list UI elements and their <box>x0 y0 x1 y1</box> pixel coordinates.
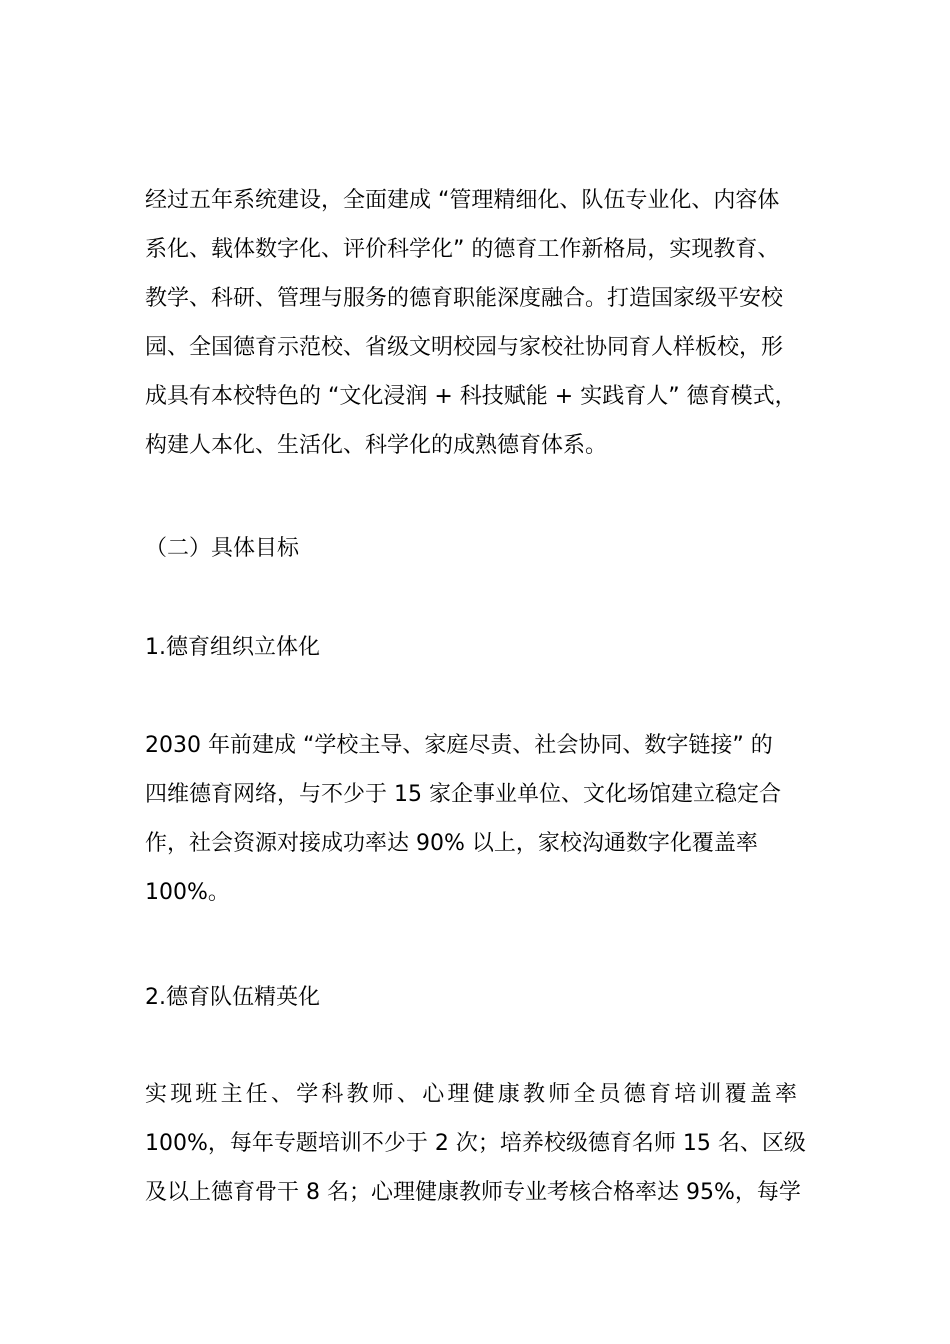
goal-1-paragraph <box>145 721 810 917</box>
text-line: 实现班主任、学科教师、心理健康教师全员德育培训覆盖率 <box>145 1082 801 1107</box>
text-line: 园、全国德育示范校、省级文明校园与家校社协同育人样板校，形 <box>145 335 784 360</box>
goal-2-paragraph <box>145 1070 810 1217</box>
text-line: 系化、载体数字化、评价科学化” 的德育工作新格局，实现教育、 <box>145 237 780 262</box>
text-line: 四维德育网络，与不少于 15 家企事业单位、文化场馆建立稳定合 <box>145 782 781 807</box>
text-line: 教学、科研、管理与服务的德育职能深度融合。打造国家级平安校 <box>145 286 784 311</box>
text-line: 作，社会资源对接成功率达 90% 以上，家校沟通数字化覆盖率 <box>145 831 758 856</box>
text-line: 及以上德育骨干 8 名；心理健康教师专业考核合格率达 95%，每学 <box>145 1180 801 1205</box>
text-line: 100%，每年专题培训不少于 2 次；培养校级德育名师 15 名、区级 <box>145 1131 806 1156</box>
text-line: 成具有本校特色的 “文化浸润 + 科技赋能 + 实践育人” 德育模式， <box>145 384 797 409</box>
goal-2-title: 2.德育队伍精英化 <box>145 985 320 1010</box>
overall-goal-paragraph <box>145 176 810 470</box>
section-heading: （二）具体目标 <box>145 536 300 561</box>
text-line: 构建人本化、生活化、科学化的成熟德育体系。 <box>145 433 608 458</box>
text-line: 100%。 <box>145 880 230 905</box>
goal-1-title: 1.德育组织立体化 <box>145 635 320 660</box>
text-line: 2030 年前建成 “学校主导、家庭尽责、社会协同、数字链接” 的 <box>145 733 773 758</box>
text-line: 经过五年系统建设，全面建成 “管理精细化、队伍专业化、内容体 <box>145 188 780 213</box>
